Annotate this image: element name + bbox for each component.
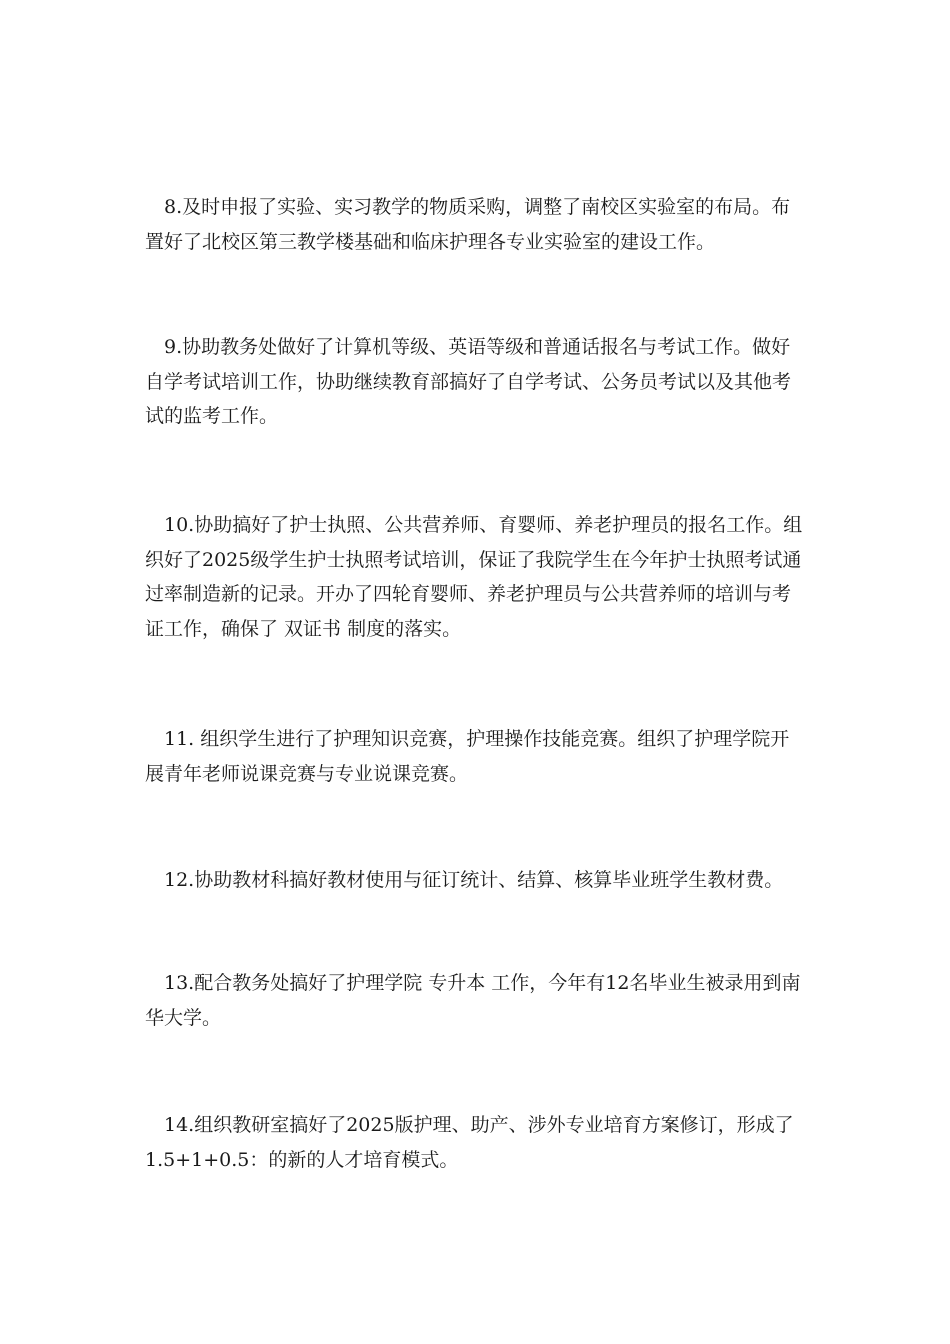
- paragraph-item-9: 9.协助教务处做好了计算机等级、英语等级和普通话报名与考试工作。做好自学考试培训工作，协助继续教育部搞好了自学考试、公务员考试以及其他考试的监考工作。: [145, 336, 792, 427]
- paragraph-item-10: 10.协助搞好了护士执照、公共营养师、育婴师、养老护理员的报名工作。组织好了2025级学生护士执照考试培训，保证了我院学生在今年护士执照考试通过率制造新的记录。开办了四轮育婴师、养老护理员与公共营养师的培训与考证工作，确保了 双证书 制度的落实。: [145, 514, 803, 640]
- paragraph-item-13: 13.配合教务处搞好了护理学院 专升本 工作，今年有12名毕业生被录用到南华大学。: [145, 972, 801, 1029]
- paragraph-item-8: 8.及时申报了实验、实习教学的物质采购，调整了南校区实验室的布局。布置好了北校区第三教学楼基础和临床护理各专业实验室的建设工作。: [145, 196, 791, 253]
- paragraph-item-11: 11. 组织学生进行了护理知识竞赛，护理操作技能竞赛。组织了护理学院开展青年老师说课竞赛与专业说课竞赛。: [145, 728, 790, 785]
- paragraph-item-12: 12.协助教材科搞好教材使用与征订统计、结算、核算毕业班学生教材费。: [164, 869, 784, 891]
- paragraph-item-14: 14.组织教研室搞好了2025版护理、助产、涉外专业培育方案修订，形成了1.5+1+0.5：的新的人才培育模式。: [145, 1114, 794, 1171]
